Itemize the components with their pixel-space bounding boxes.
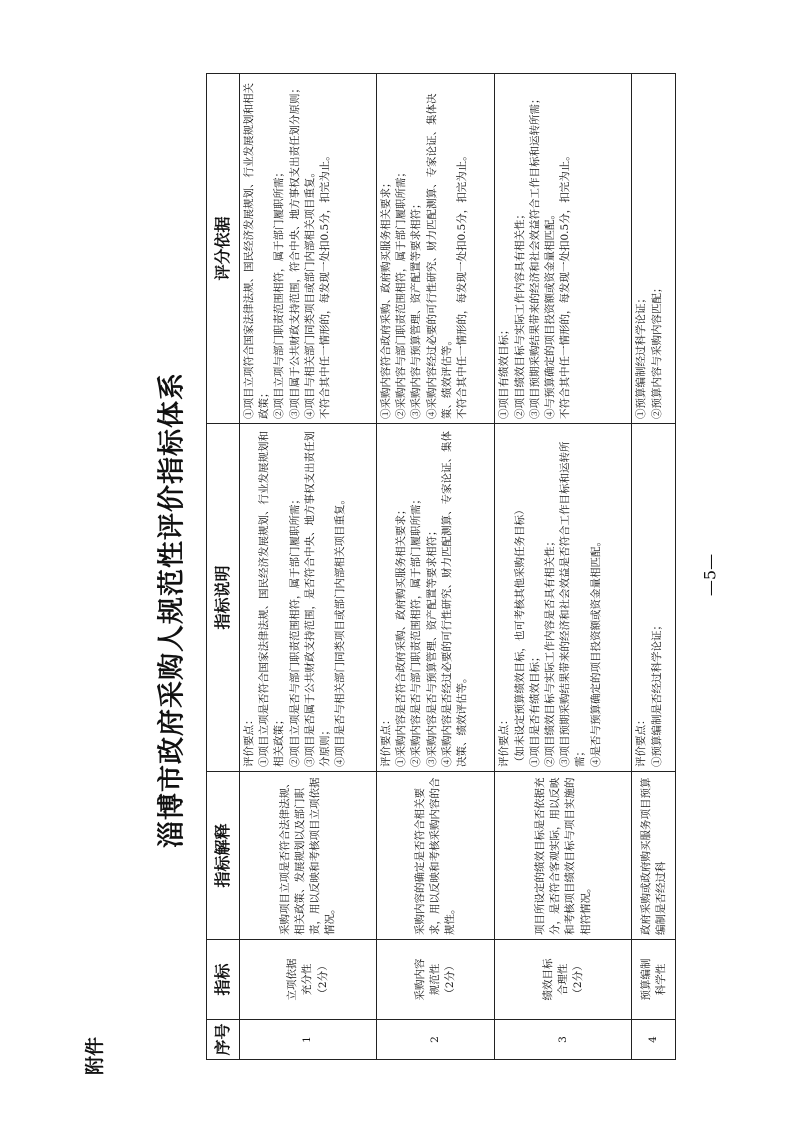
cell-line: 科学性 xyxy=(654,963,667,996)
desc-cell xyxy=(495,424,632,772)
cell-line: ①项目立项符合国家法律法规、国民经济发展规划、行业发展规划和相关政策； xyxy=(243,83,271,419)
cell-line: （如未设定预算绩效目标，也可考核其他采购任务目标） xyxy=(513,504,526,767)
cell-line: ①采购内容符合政府采购、政府购买服务相关要求； xyxy=(380,177,393,419)
cell-line: （2分） xyxy=(572,960,585,999)
basis-cell xyxy=(377,74,495,424)
row-number: 2 xyxy=(377,1020,495,1060)
header-indicator: 指标 xyxy=(207,940,240,1020)
cell-line: 充分性 xyxy=(301,963,314,996)
row-number: 1 xyxy=(240,1020,377,1060)
cell-line: ②项目绩效目标与实际工作内容具有相关性； xyxy=(513,209,526,419)
cell-line: ①采购内容是否符合政府采购、政府购买服务相关要求； xyxy=(395,504,408,767)
explain-cell: 采购项目立项是否符合法律法规、相关政策、发展规划以及部门职责，用以反映和考核项目立项依据情况。 xyxy=(240,772,377,940)
cell-line: ②项目立项与部门职责范围相符，属于部门履职所需； xyxy=(273,167,286,419)
cell-line: 预算编制 xyxy=(639,958,652,1001)
header-no: 序号 xyxy=(207,1020,240,1060)
cell-line: 不符合其中任一情形的，每发现一处扣0.5分，扣完为止。 xyxy=(456,150,469,419)
cell-line: ④采购内容是否经过必要的可行性研究、财力匹配测算、专家论证、集体决策、绩效评估等。 xyxy=(440,431,469,767)
cell-line: ②采购内容与部门职责范围相符，属于部门履职所需； xyxy=(395,167,408,419)
cell-line: 绩效目标 xyxy=(541,958,554,1001)
cell-line: ①预算编制是否经过科学论证； xyxy=(650,620,663,767)
table-row xyxy=(377,74,495,1060)
annex-label: 附件 xyxy=(84,1036,106,1075)
desc-cell xyxy=(377,424,495,772)
cell-line: 评价要点： xyxy=(380,714,393,767)
cell-line: 评价要点： xyxy=(635,714,648,767)
cell-line: ③项目预期采购结果带来的经济和社会效益符合工作目标和运转所需； xyxy=(528,93,541,419)
cell-line: ③项目预期采购结果带来的经济和社会效益是否符合工作目标和运转所需； xyxy=(559,441,587,767)
basis-cell xyxy=(240,74,377,424)
table-row xyxy=(495,74,632,1060)
cell-line: 评价要点： xyxy=(243,714,255,767)
document-title: 淄博市政府采购人规范性评价指标体系 xyxy=(156,372,188,848)
cell-line: 规范性 xyxy=(429,963,442,996)
row-number: 3 xyxy=(495,1020,632,1060)
cell-line: ①预算编制经过科学论证； xyxy=(635,293,648,419)
cell-line: ②预算内容与采购内容匹配； xyxy=(650,282,663,419)
row-number: 4 xyxy=(632,1020,676,1060)
cell-line: 不符合其中任一情形的，每发现一处扣0.5分，扣完为止。 xyxy=(559,150,572,419)
desc-cell xyxy=(632,424,676,772)
table-row xyxy=(240,74,377,1060)
explain-cell: 项目所设定的绩效目标是否依据充分，是否符合客观实际，用以反映和考核项目绩效目标与项目实施的相符情况。 xyxy=(495,772,632,940)
table-row xyxy=(632,74,676,1060)
cell-line: ③项目是否属于公共财政支持范围，是否符合中央、地方事权支出责任划分原则； xyxy=(303,431,332,767)
explain-cell: 采购内容的确定是否符合相关要求，用以反映和考核采购内容的合规性。 xyxy=(377,772,495,940)
cell-line: （2分） xyxy=(316,960,329,999)
desc-cell xyxy=(240,424,377,772)
cell-line: 合理性 xyxy=(556,963,569,996)
indicator-cell xyxy=(377,940,495,1020)
header-explain: 指标解释 xyxy=(207,772,240,940)
cell-line: 采购内容 xyxy=(413,958,426,1001)
page-number: —5— xyxy=(700,553,720,597)
cell-line: 不符合其中任一情形的，每发现一处扣0.5分，扣完为止。 xyxy=(319,150,332,419)
indicator-table-sheet xyxy=(206,74,676,1060)
cell-line: ①项目有绩效目标； xyxy=(498,324,511,419)
cell-line: （2分） xyxy=(444,960,457,999)
cell-line: ③采购内容与预算管理、资产配置等要求相符； xyxy=(410,198,423,419)
cell-line: ④是否与预算确定的项目投资额或资金量相匹配。 xyxy=(589,536,602,767)
cell-line: ③采购内容是否与预算管理、资产配置等要求相符； xyxy=(425,525,438,767)
header-desc: 指标说明 xyxy=(207,424,240,772)
cell-line: ④项目是否与相关部门同类项目或部门内部相关项目重复。 xyxy=(334,494,347,767)
cell-line: ②项目绩效目标与实际工作内容是否具有相关性； xyxy=(544,536,557,767)
indicator-cell xyxy=(632,940,676,1020)
cell-line: ②项目立项是否与部门职责范围相符，属于部门履职所需； xyxy=(288,494,301,767)
cell-line: ④与预算确定的项目投资额或资金量相匹配。 xyxy=(544,209,557,419)
cell-line: 评价要点： xyxy=(498,714,511,767)
basis-cell xyxy=(495,74,632,424)
cell-line: ③项目属于公共财政支持范围，符合中央、地方事权支出责任划分原则； xyxy=(288,83,301,419)
cell-line: ②采购内容是否与部门职责范围相符，属于部门履职所需； xyxy=(410,494,423,767)
basis-cell xyxy=(632,74,676,424)
indicator-table xyxy=(206,73,676,1060)
cell-line: ①项目立项是否符合国家法律法规、国民经济发展规划、行业发展规划和相关政策； xyxy=(258,431,286,767)
explain-cell: 政府采购或政府购买服务项目预算编制是否经过科 xyxy=(632,772,676,940)
cell-line: 立项依据 xyxy=(286,958,299,1001)
cell-line: ④项目与相关部门同类项目或部门内部相关项目重复。 xyxy=(303,167,316,419)
cell-line: ①项目是否有绩效目标； xyxy=(528,651,541,767)
header-basis: 评分依据 xyxy=(207,74,240,424)
indicator-cell xyxy=(495,940,632,1020)
cell-line: ④采购内容经过必要的可行性研究、财力匹配测算、专家论证、集体决策、绩效评估等。 xyxy=(425,93,453,419)
indicator-cell xyxy=(240,940,377,1020)
table-header-row xyxy=(207,74,240,1060)
table-body xyxy=(240,74,676,1060)
